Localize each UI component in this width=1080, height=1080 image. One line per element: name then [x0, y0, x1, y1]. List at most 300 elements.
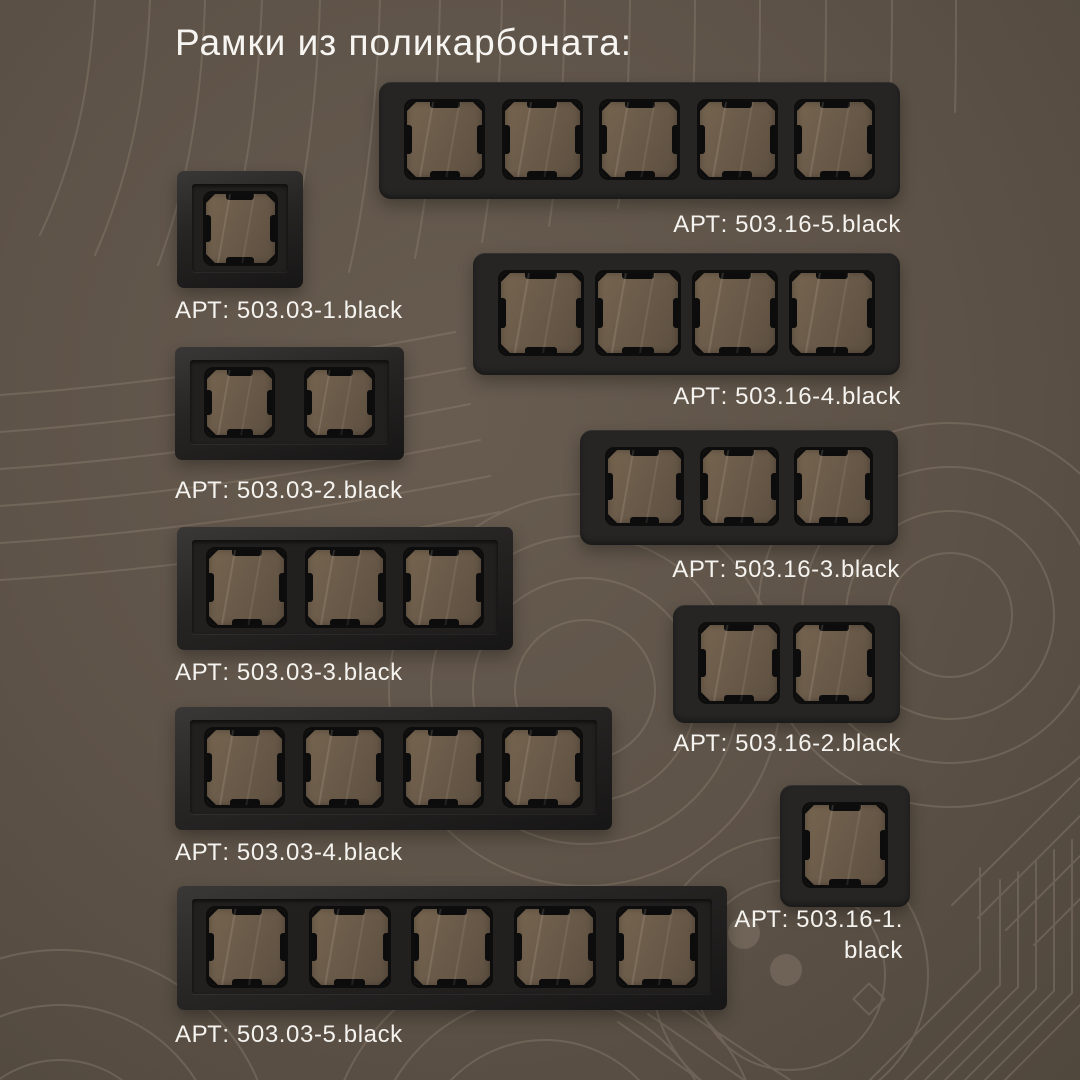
- art-label-line: АРТ: 503.03-5.black: [175, 1021, 403, 1048]
- window-mount-tab: [227, 429, 253, 435]
- window-mount-tab: [820, 171, 850, 177]
- window-corner-chamfer: [598, 273, 609, 284]
- product-frame-503.16-2: [673, 605, 900, 723]
- window-mount-tab: [722, 171, 752, 177]
- product-art-label: [673, 210, 901, 241]
- window-mount-tab: [805, 830, 810, 860]
- window-corner-chamfer: [406, 614, 417, 625]
- frame-window-opening: [608, 450, 681, 523]
- window-mount-tab: [700, 125, 705, 154]
- frame-window-opening: [505, 102, 580, 177]
- window-mount-tab: [267, 390, 272, 415]
- window-corner-chamfer: [666, 102, 677, 113]
- frame-window-opening: [207, 730, 282, 805]
- window-mount-tab: [588, 933, 593, 962]
- window-mount-tab: [771, 473, 776, 501]
- product-frame-503.16-3: [580, 430, 898, 545]
- window-corner-chamfer: [361, 424, 372, 435]
- frame-window-opening: [695, 273, 775, 353]
- window-corner-chamfer: [684, 974, 695, 985]
- window-mount-tab: [608, 473, 613, 501]
- window-mount-tab: [406, 753, 411, 782]
- window-corner-chamfer: [569, 730, 580, 741]
- window-corner-chamfer: [792, 273, 803, 284]
- frame-window-opening: [703, 450, 776, 523]
- window-corner-chamfer: [805, 874, 816, 885]
- window-corner-chamfer: [764, 342, 775, 353]
- window-mount-tab: [206, 215, 211, 241]
- page-title: Рамки из поликарбоната:: [175, 22, 633, 63]
- window-mount-tab: [867, 649, 872, 678]
- product-art-label: [673, 729, 901, 760]
- window-corner-chamfer: [766, 690, 777, 701]
- window-mount-tab: [378, 573, 383, 602]
- window-mount-tab: [642, 979, 672, 985]
- window-corner-chamfer: [582, 974, 593, 985]
- frame-window-opening: [700, 102, 775, 177]
- window-corner-chamfer: [505, 102, 516, 113]
- window-corner-chamfer: [264, 194, 275, 205]
- window-mount-tab: [829, 805, 861, 811]
- window-corner-chamfer: [703, 512, 714, 523]
- window-mount-tab: [334, 909, 364, 915]
- window-corner-chamfer: [407, 166, 418, 177]
- window-corner-chamfer: [209, 909, 220, 920]
- window-corner-chamfer: [861, 102, 872, 113]
- window-corner-chamfer: [805, 805, 816, 816]
- product-art-label: [734, 905, 903, 966]
- art-label-line: АРТ: 503.16-1.: [734, 906, 903, 933]
- window-corner-chamfer: [209, 614, 220, 625]
- window-mount-tab: [630, 517, 659, 523]
- frame-window-opening: [312, 909, 388, 985]
- window-corner-chamfer: [764, 166, 775, 177]
- window-corner-chamfer: [792, 342, 803, 353]
- window-mount-tab: [383, 933, 388, 962]
- window-mount-tab: [329, 730, 359, 736]
- window-corner-chamfer: [619, 909, 630, 920]
- window-corner-chamfer: [505, 794, 516, 805]
- window-mount-tab: [232, 979, 262, 985]
- window-corner-chamfer: [273, 614, 284, 625]
- window-corner-chamfer: [569, 102, 580, 113]
- window-corner-chamfer: [377, 974, 388, 985]
- window-corner-chamfer: [700, 166, 711, 177]
- window-mount-tab: [307, 390, 312, 415]
- window-corner-chamfer: [701, 690, 712, 701]
- window-corner-chamfer: [764, 273, 775, 284]
- window-corner-chamfer: [766, 625, 777, 636]
- window-mount-tab: [770, 125, 775, 154]
- window-corner-chamfer: [206, 194, 217, 205]
- window-mount-tab: [719, 347, 751, 353]
- frame-window-opening: [209, 550, 284, 625]
- window-corner-chamfer: [667, 342, 678, 353]
- window-mount-tab: [327, 370, 353, 376]
- art-label-line: black: [843, 936, 903, 964]
- window-corner-chamfer: [406, 730, 417, 741]
- window-corner-chamfer: [470, 614, 481, 625]
- window-corner-chamfer: [308, 614, 319, 625]
- window-corner-chamfer: [271, 730, 282, 741]
- window-mount-tab: [724, 517, 753, 523]
- window-mount-tab: [430, 102, 460, 108]
- frame-window-opening: [414, 909, 490, 985]
- art-label-line: АРТ: 503.16-5.black: [673, 211, 901, 238]
- window-mount-tab: [207, 390, 212, 415]
- window-corner-chamfer: [797, 512, 808, 523]
- window-corner-chamfer: [312, 974, 323, 985]
- window-mount-tab: [505, 753, 510, 782]
- product-art-label: [175, 658, 403, 689]
- window-corner-chamfer: [797, 166, 808, 177]
- window-mount-tab: [690, 933, 695, 962]
- window-mount-tab: [719, 273, 751, 279]
- window-mount-tab: [642, 909, 672, 915]
- window-mount-tab: [330, 619, 360, 625]
- window-mount-tab: [232, 909, 262, 915]
- frame-window-opening: [701, 625, 777, 701]
- art-label-line: АРТ: 503.03-1.black: [175, 297, 403, 324]
- frame-window-opening: [406, 730, 481, 805]
- window-mount-tab: [430, 171, 460, 177]
- window-corner-chamfer: [406, 794, 417, 805]
- window-mount-tab: [598, 298, 603, 328]
- window-mount-tab: [226, 194, 254, 200]
- window-corner-chamfer: [796, 690, 807, 701]
- window-corner-chamfer: [695, 273, 706, 284]
- frame-window-opening: [796, 625, 872, 701]
- window-mount-tab: [816, 347, 848, 353]
- window-corner-chamfer: [861, 690, 872, 701]
- window-corner-chamfer: [570, 342, 581, 353]
- window-corner-chamfer: [569, 794, 580, 805]
- window-mount-tab: [722, 102, 752, 108]
- window-mount-tab: [406, 573, 411, 602]
- window-mount-tab: [334, 979, 364, 985]
- window-corner-chamfer: [264, 252, 275, 263]
- window-mount-tab: [816, 273, 848, 279]
- product-frame-503.16-5: [379, 82, 900, 199]
- window-mount-tab: [517, 933, 522, 962]
- window-mount-tab: [770, 298, 775, 328]
- window-mount-tab: [792, 298, 797, 328]
- window-corner-chamfer: [602, 166, 613, 177]
- frame-window-opening: [505, 730, 580, 805]
- window-corner-chamfer: [505, 730, 516, 741]
- frame-window-opening: [598, 273, 678, 353]
- window-corner-chamfer: [570, 273, 581, 284]
- window-mount-tab: [270, 215, 275, 241]
- product-art-label: [673, 382, 901, 413]
- window-corner-chamfer: [701, 625, 712, 636]
- window-corner-chamfer: [670, 450, 681, 461]
- window-corner-chamfer: [274, 909, 285, 920]
- window-corner-chamfer: [598, 342, 609, 353]
- window-corner-chamfer: [859, 450, 870, 461]
- window-corner-chamfer: [372, 614, 383, 625]
- window-corner-chamfer: [874, 874, 885, 885]
- window-mount-tab: [230, 730, 260, 736]
- window-mount-tab: [724, 450, 753, 456]
- window-mount-tab: [701, 649, 706, 678]
- window-mount-tab: [625, 102, 655, 108]
- frame-window-opening: [602, 102, 677, 177]
- window-corner-chamfer: [874, 805, 885, 816]
- window-mount-tab: [576, 298, 581, 328]
- window-corner-chamfer: [407, 102, 418, 113]
- window-corner-chamfer: [207, 424, 218, 435]
- product-frame-503.16-1: [780, 785, 910, 907]
- window-corner-chamfer: [470, 730, 481, 741]
- window-corner-chamfer: [765, 512, 776, 523]
- window-corner-chamfer: [861, 166, 872, 177]
- window-mount-tab: [428, 799, 458, 805]
- window-corner-chamfer: [361, 370, 372, 381]
- window-corner-chamfer: [306, 730, 317, 741]
- product-art-label: [175, 476, 403, 507]
- window-corner-chamfer: [608, 450, 619, 461]
- window-mount-tab: [622, 347, 654, 353]
- window-corner-chamfer: [505, 166, 516, 177]
- window-mount-tab: [602, 125, 607, 154]
- window-corner-chamfer: [796, 625, 807, 636]
- window-mount-tab: [625, 171, 655, 177]
- window-corner-chamfer: [377, 909, 388, 920]
- window-mount-tab: [476, 573, 481, 602]
- window-mount-tab: [819, 517, 848, 523]
- window-mount-tab: [703, 473, 708, 501]
- frame-window-opening: [792, 273, 872, 353]
- window-mount-tab: [575, 125, 580, 154]
- product-frame-503.03-4: [175, 707, 612, 830]
- window-corner-chamfer: [209, 974, 220, 985]
- window-mount-tab: [226, 257, 254, 263]
- frame-window-opening: [797, 450, 870, 523]
- window-corner-chamfer: [312, 909, 323, 920]
- window-mount-tab: [619, 933, 624, 962]
- window-mount-tab: [429, 619, 459, 625]
- window-mount-tab: [437, 909, 467, 915]
- window-corner-chamfer: [670, 512, 681, 523]
- window-corner-chamfer: [666, 166, 677, 177]
- window-mount-tab: [485, 933, 490, 962]
- window-mount-tab: [312, 933, 317, 962]
- frame-window-opening: [207, 370, 272, 435]
- window-corner-chamfer: [271, 794, 282, 805]
- window-mount-tab: [477, 125, 482, 154]
- window-mount-tab: [575, 753, 580, 782]
- window-corner-chamfer: [372, 550, 383, 561]
- window-mount-tab: [528, 730, 558, 736]
- window-mount-tab: [327, 429, 353, 435]
- window-corner-chamfer: [414, 974, 425, 985]
- window-mount-tab: [505, 125, 510, 154]
- window-corner-chamfer: [209, 550, 220, 561]
- window-mount-tab: [539, 909, 569, 915]
- window-corner-chamfer: [517, 974, 528, 985]
- window-corner-chamfer: [569, 166, 580, 177]
- window-corner-chamfer: [861, 273, 872, 284]
- window-mount-tab: [539, 979, 569, 985]
- window-mount-tab: [280, 933, 285, 962]
- art-label-line: АРТ: 503.03-3.black: [175, 659, 403, 686]
- frame-window-opening: [805, 805, 885, 885]
- window-mount-tab: [819, 450, 848, 456]
- window-corner-chamfer: [207, 370, 218, 381]
- window-mount-tab: [676, 473, 681, 501]
- window-corner-chamfer: [517, 909, 528, 920]
- window-corner-chamfer: [667, 273, 678, 284]
- art-label-line: АРТ: 503.03-2.black: [175, 477, 403, 504]
- frame-window-opening: [307, 370, 372, 435]
- window-mount-tab: [230, 799, 260, 805]
- window-corner-chamfer: [501, 342, 512, 353]
- window-corner-chamfer: [470, 550, 481, 561]
- product-art-label: [175, 1020, 403, 1051]
- frame-window-opening: [206, 194, 275, 263]
- window-mount-tab: [622, 273, 654, 279]
- window-mount-tab: [865, 473, 870, 501]
- window-mount-tab: [407, 125, 412, 154]
- window-corner-chamfer: [861, 342, 872, 353]
- window-mount-tab: [672, 125, 677, 154]
- frame-window-opening: [406, 550, 481, 625]
- window-mount-tab: [308, 573, 313, 602]
- art-label-line: АРТ: 503.16-4.black: [673, 383, 901, 410]
- window-corner-chamfer: [582, 909, 593, 920]
- window-mount-tab: [867, 298, 872, 328]
- window-mount-tab: [819, 695, 849, 701]
- window-mount-tab: [329, 799, 359, 805]
- art-label-line: АРТ: 503.16-3.black: [672, 556, 900, 583]
- window-corner-chamfer: [797, 102, 808, 113]
- window-corner-chamfer: [470, 794, 481, 805]
- window-mount-tab: [867, 125, 872, 154]
- window-mount-tab: [527, 171, 557, 177]
- window-corner-chamfer: [206, 252, 217, 263]
- window-corner-chamfer: [700, 102, 711, 113]
- window-corner-chamfer: [261, 424, 272, 435]
- product-art-label: [175, 838, 403, 869]
- product-frame-503.16-4: [473, 253, 900, 375]
- window-mount-tab: [232, 619, 262, 625]
- window-corner-chamfer: [371, 730, 382, 741]
- window-mount-tab: [819, 625, 849, 631]
- window-corner-chamfer: [501, 273, 512, 284]
- window-mount-tab: [227, 370, 253, 376]
- window-corner-chamfer: [479, 909, 490, 920]
- frame-window-opening: [501, 273, 581, 353]
- window-mount-tab: [695, 298, 700, 328]
- window-mount-tab: [277, 753, 282, 782]
- window-mount-tab: [797, 125, 802, 154]
- window-mount-tab: [428, 730, 458, 736]
- window-corner-chamfer: [695, 342, 706, 353]
- window-mount-tab: [306, 753, 311, 782]
- window-mount-tab: [772, 649, 777, 678]
- window-corner-chamfer: [479, 974, 490, 985]
- window-mount-tab: [279, 573, 284, 602]
- window-mount-tab: [376, 753, 381, 782]
- window-corner-chamfer: [371, 794, 382, 805]
- window-corner-chamfer: [765, 450, 776, 461]
- window-corner-chamfer: [861, 625, 872, 636]
- window-corner-chamfer: [207, 794, 218, 805]
- window-mount-tab: [232, 550, 262, 556]
- window-corner-chamfer: [684, 909, 695, 920]
- window-mount-tab: [630, 450, 659, 456]
- product-frame-503.03-2: [175, 347, 404, 460]
- window-mount-tab: [209, 573, 214, 602]
- window-mount-tab: [476, 753, 481, 782]
- window-mount-tab: [437, 979, 467, 985]
- window-corner-chamfer: [207, 730, 218, 741]
- window-mount-tab: [797, 473, 802, 501]
- window-mount-tab: [820, 102, 850, 108]
- window-corner-chamfer: [608, 512, 619, 523]
- window-corner-chamfer: [306, 794, 317, 805]
- window-mount-tab: [724, 625, 754, 631]
- window-corner-chamfer: [307, 370, 318, 381]
- window-mount-tab: [429, 550, 459, 556]
- window-corner-chamfer: [619, 974, 630, 985]
- window-mount-tab: [525, 347, 557, 353]
- window-corner-chamfer: [308, 550, 319, 561]
- window-corner-chamfer: [261, 370, 272, 381]
- frame-window-opening: [619, 909, 695, 985]
- window-mount-tab: [525, 273, 557, 279]
- window-mount-tab: [527, 102, 557, 108]
- frame-window-opening: [306, 730, 381, 805]
- window-mount-tab: [528, 799, 558, 805]
- window-corner-chamfer: [273, 550, 284, 561]
- window-mount-tab: [673, 298, 678, 328]
- window-mount-tab: [796, 649, 801, 678]
- window-corner-chamfer: [703, 450, 714, 461]
- art-label-line: АРТ: 503.16-2.black: [673, 730, 901, 757]
- window-mount-tab: [724, 695, 754, 701]
- frame-window-opening: [308, 550, 383, 625]
- window-mount-tab: [880, 830, 885, 860]
- frame-window-opening: [797, 102, 872, 177]
- window-mount-tab: [330, 550, 360, 556]
- frame-window-opening: [209, 909, 285, 985]
- window-corner-chamfer: [602, 102, 613, 113]
- window-corner-chamfer: [274, 974, 285, 985]
- window-mount-tab: [367, 390, 372, 415]
- window-mount-tab: [414, 933, 419, 962]
- frame-window-opening: [517, 909, 593, 985]
- product-art-label: [672, 555, 900, 586]
- window-corner-chamfer: [414, 909, 425, 920]
- window-mount-tab: [501, 298, 506, 328]
- art-label-line: АРТ: 503.03-4.black: [175, 839, 403, 866]
- product-art-label: [175, 296, 403, 327]
- window-mount-tab: [209, 933, 214, 962]
- window-mount-tab: [829, 879, 861, 885]
- window-corner-chamfer: [764, 102, 775, 113]
- window-corner-chamfer: [471, 166, 482, 177]
- window-corner-chamfer: [471, 102, 482, 113]
- product-frame-503.03-5: [177, 886, 727, 1010]
- product-frame-503.03-1: [177, 171, 303, 288]
- window-mount-tab: [207, 753, 212, 782]
- window-corner-chamfer: [797, 450, 808, 461]
- window-corner-chamfer: [406, 550, 417, 561]
- product-frame-503.03-3: [177, 527, 513, 650]
- window-corner-chamfer: [859, 512, 870, 523]
